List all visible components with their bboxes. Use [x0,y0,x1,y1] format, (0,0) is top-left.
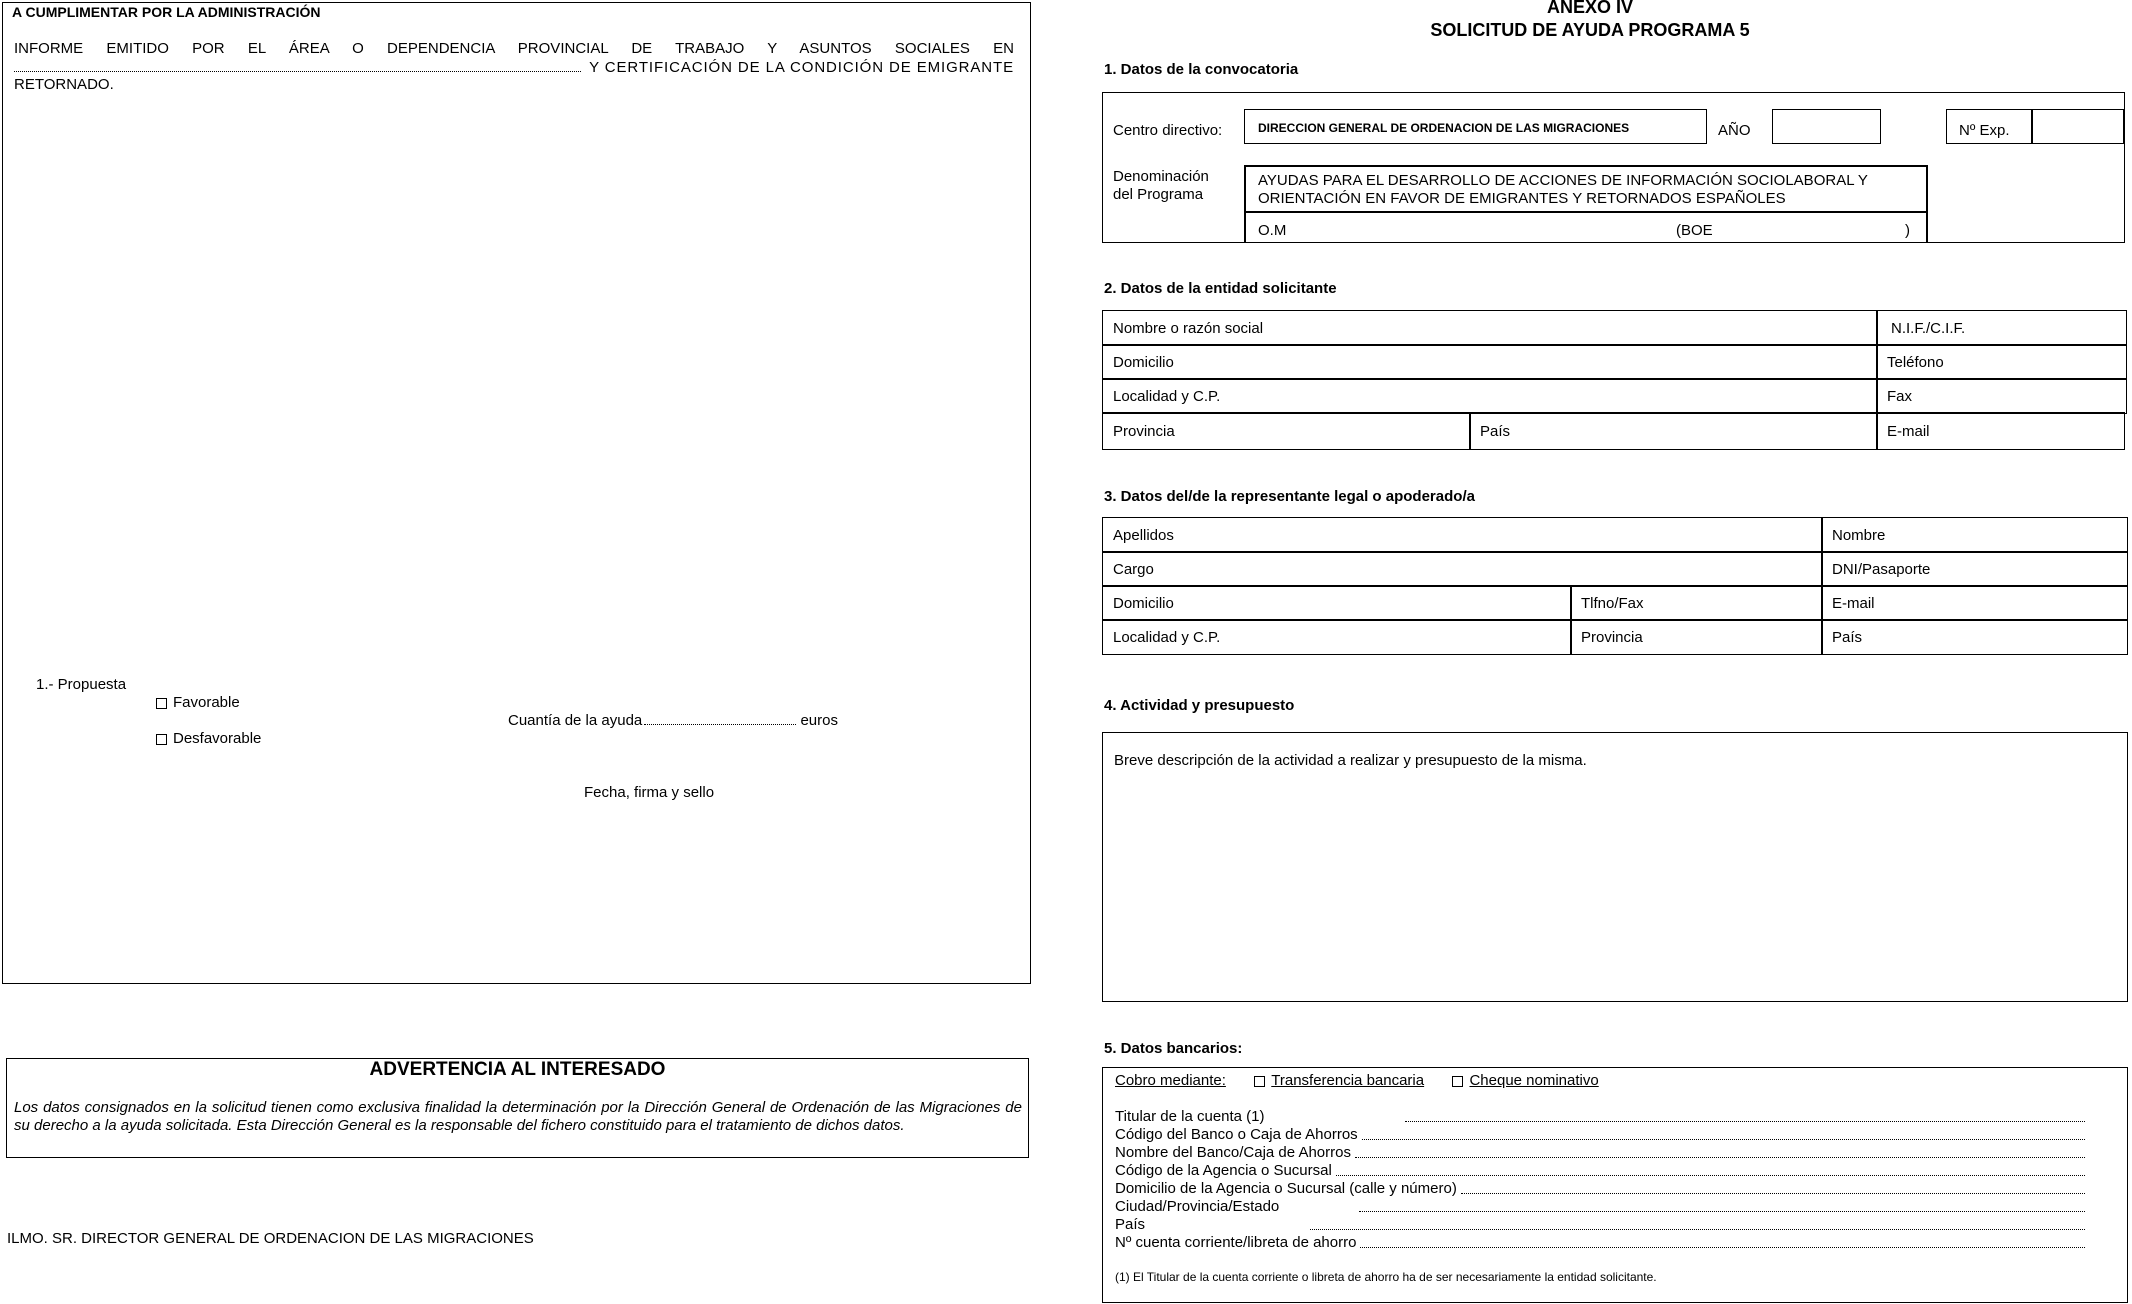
entidad-telefono-label: Teléfono [1887,353,1944,371]
desfavorable-label: Desfavorable [173,730,262,747]
rep-provincia-field[interactable] [1570,619,1823,655]
favorable-option[interactable] [156,694,240,711]
section2-title: 2. Datos de la entidad solicitante [1104,280,1337,297]
administration-panel [2,2,1031,984]
denominacion-label-1: Denominación [1113,168,1209,185]
entidad-email-label: E-mail [1887,422,1930,440]
desfavorable-checkbox[interactable] [156,734,167,745]
actividad-prompt: Breve descripción de la actividad a realizar y presupuesto de la misma. [1114,752,1587,769]
entidad-nombre-label: Nombre o razón social [1113,319,1264,337]
anio-label: AÑO [1718,122,1751,139]
entidad-pais-field[interactable] [1469,412,1878,450]
entidad-telefono-field[interactable] [1876,344,2127,380]
bank-field-label: Código de la Agencia o Sucursal [1115,1162,1332,1179]
cheque-label: Cheque nominativo [1469,1072,1599,1089]
firma-label: Fecha, firma y sello [584,784,715,801]
bank-field-cuenta[interactable] [1115,1234,2085,1251]
rep-dni-field[interactable] [1821,551,2128,587]
favorable-label: Favorable [173,694,240,711]
cuantia-label: Cuantía de la ayuda [508,712,643,729]
bank-footnote: (1) El Titular de la cuenta corriente o libreta de ahorro ha de ser necesariamente la entidad solicitante. [1115,1270,1657,1284]
bank-field-label: País [1115,1216,1146,1233]
rep-cargo-label: Cargo [1113,560,1154,578]
rep-apellidos-label: Apellidos [1113,526,1174,544]
entidad-nif-label: N.I.F./C.I.F. [1891,319,1966,337]
om-label: O.M [1258,222,1287,239]
bank-field-titular[interactable] [1115,1108,2085,1125]
rep-tlfno-label: Tlfno/Fax [1581,594,1644,612]
transferencia-checkbox[interactable] [1254,1076,1265,1087]
bank-field-label: Código del Banco o Caja de Ahorros [1115,1126,1358,1143]
entidad-nombre-field[interactable] [1102,310,1878,346]
actividad-textarea[interactable] [1102,732,2128,1002]
programa-line-2: ORIENTACIÓN EN FAVOR DE EMIGRANTES Y RETORNADOS ESPAÑOLES [1258,190,1786,207]
programa-mid-line [1244,211,1926,213]
rep-localidad-label: Localidad y C.P. [1113,628,1221,646]
section4-title: 4. Actividad y presupuesto [1104,697,1295,714]
addressee: ILMO. SR. DIRECTOR GENERAL DE ORDENACION DE LAS MIGRACIONES [7,1230,534,1247]
bank-field-label: Titular de la cuenta (1) [1115,1108,1265,1125]
section5-title: 5. Datos bancarios: [1104,1040,1243,1057]
favorable-checkbox[interactable] [156,698,167,709]
informe-line-3: RETORNADO. [14,76,114,93]
centro-label: Centro directivo: [1113,122,1223,139]
entidad-fax-label: Fax [1887,387,1913,405]
rep-tlfno-field[interactable] [1570,585,1823,621]
bank-field-ciudad[interactable] [1115,1198,2085,1215]
bank-field-pais[interactable] [1115,1216,2085,1233]
nexp-divider [2031,109,2033,144]
rep-provincia-label: Provincia [1581,628,1643,646]
rep-pais-label: País [1832,628,1863,646]
programa-line-1: AYUDAS PARA EL DESARROLLO DE ACCIONES DE INFORMACIÓN SOCIOLABORAL Y [1258,172,1868,189]
bank-field-label: Ciudad/Provincia/Estado [1115,1198,1280,1215]
informe-line-2[interactable] [14,59,1014,76]
programa-text [1258,172,1868,208]
rep-nombre-field[interactable] [1821,517,2128,553]
centro-value: DIRECCION GENERAL DE ORDENACION DE LAS MIGRACIONES [1258,121,1630,135]
rep-email-label: E-mail [1832,594,1875,612]
programa-right-line [1926,165,1928,243]
entidad-domicilio-label: Domicilio [1113,353,1174,371]
rep-nombre-label: Nombre [1832,526,1886,544]
rep-cargo-field[interactable] [1102,551,1823,587]
rep-email-field[interactable] [1821,585,2128,621]
entidad-localidad-field[interactable] [1102,378,1878,414]
section1-title: 1. Datos de la convocatoria [1104,61,1299,78]
advertencia-title: ADVERTENCIA AL INTERESADO [369,1059,666,1080]
bank-field-label: Domicilio de la Agencia o Sucursal (calle y número) [1115,1180,1457,1197]
cheque-option[interactable] [1452,1072,1598,1089]
entidad-nif-field[interactable] [1876,310,2127,346]
rep-apellidos-field[interactable] [1102,517,1823,553]
cobro-label: Cobro mediante: [1115,1072,1226,1089]
bank-field-codigo-agencia[interactable] [1115,1162,2085,1179]
bank-field-label: Nº cuenta corriente/libreta de ahorro [1115,1234,1357,1251]
informe-line-2-text: Y CERTIFICACIÓN DE LA CONDICIÓN DE EMIGRANTE [589,59,1014,76]
entidad-provincia-label: Provincia [1113,422,1175,440]
cobro-row [1115,1072,1599,1089]
bank-field-domicilio-agencia[interactable] [1115,1180,2085,1197]
entidad-provincia-field[interactable] [1102,412,1471,450]
programa-left-line [1244,165,1246,243]
rep-pais-field[interactable] [1821,619,2128,655]
rep-domicilio-field[interactable] [1102,585,1572,621]
cuantia-input[interactable] [644,724,796,725]
rep-localidad-field[interactable] [1102,619,1572,655]
denominacion-label [1113,168,1209,204]
entidad-localidad-label: Localidad y C.P. [1113,387,1221,405]
transferencia-option[interactable] [1254,1072,1428,1089]
cuantia-row[interactable] [508,712,838,729]
desfavorable-option[interactable] [156,730,261,747]
entidad-email-field[interactable] [1876,412,2125,450]
form-title: SOLICITUD DE AYUDA PROGRAMA 5 [1430,20,1750,40]
entidad-fax-field[interactable] [1876,378,2127,414]
boe-label: (BOE [1676,222,1713,239]
section3-title: 3. Datos del/de la representante legal o apoderado/a [1104,488,1475,505]
transferencia-label: Transferencia bancaria [1271,1072,1425,1089]
nexp-label: Nº Exp. [1959,122,2010,139]
entidad-pais-label: País [1480,422,1511,440]
bank-field-label: Nombre del Banco/Caja de Ahorros [1115,1144,1351,1161]
boe-close: ) [1905,222,1910,239]
cuantia-unit: euros [800,712,838,729]
bank-field-codigo-banco[interactable] [1115,1126,2085,1143]
rep-dni-label: DNI/Pasaporte [1832,560,1931,578]
bank-field-nombre-banco[interactable] [1115,1144,2085,1161]
programa-top-line [1244,165,1927,167]
propuesta-label: 1.- Propuesta [36,676,127,693]
administration-header: A CUMPLIMENTAR POR LA ADMINISTRACIÓN [12,4,321,20]
rep-domicilio-label: Domicilio [1113,594,1174,612]
anio-input[interactable] [1772,109,1881,144]
entidad-domicilio-field[interactable] [1102,344,1878,380]
informe-line-1: INFORME EMITIDO POR EL ÁREA O DEPENDENCIA PROVINCIAL DE TRABAJO Y ASUNTOS SOCIALES EN [14,40,1014,57]
cheque-checkbox[interactable] [1452,1076,1463,1087]
advertencia-text: Los datos consignados en la solicitud tienen como exclusiva finalidad la determinación por la Dirección General de Ordenación de las Migraciones de su derecho a la ayuda solicitada. Esta Dirección General es la responsable del fichero constituido para el tratamiento de dichos datos. [14,1099,1022,1134]
denominacion-label-2: del Programa [1113,186,1204,203]
anexo-title: ANEXO IV [1546,0,1634,17]
